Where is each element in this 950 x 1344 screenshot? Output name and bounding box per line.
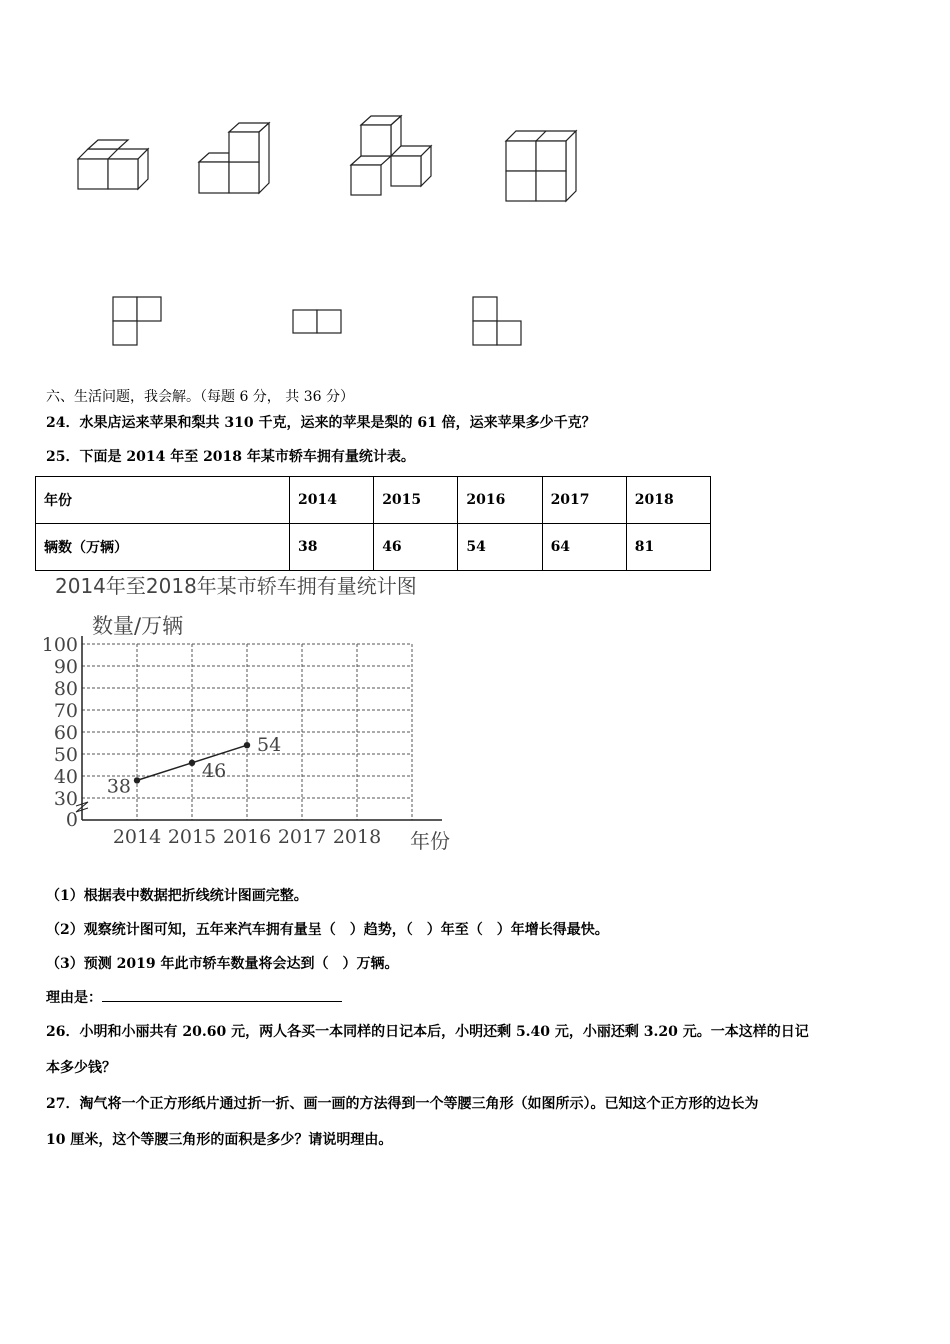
cube-figure-2 xyxy=(199,123,269,193)
question-25-intro: 25．下面是 2014 年至 2018 年某市轿车拥有量统计表。 xyxy=(46,449,415,465)
cube-figure-3 xyxy=(351,116,431,195)
x-tick-label: 2017 xyxy=(277,826,327,848)
table-value: 54 xyxy=(458,524,542,571)
y-tick-label: 60 xyxy=(53,722,78,744)
table-value: 81 xyxy=(626,524,710,571)
x-tick-label: 2016 xyxy=(222,826,272,848)
view-shape-1 xyxy=(113,297,161,345)
data-label: 54 xyxy=(257,734,282,757)
question-25-sub1: （1）根据表中数据把折线统计图画完整。 xyxy=(46,888,308,904)
question-26-line2: 本多少钱？ xyxy=(46,1060,116,1076)
table-value: 46 xyxy=(374,524,458,571)
reason-line xyxy=(46,987,342,1007)
y-tick-label: 80 xyxy=(53,678,78,700)
y-tick-label: 100 xyxy=(41,634,78,656)
data-label: 38 xyxy=(106,775,131,798)
data-point xyxy=(134,777,140,783)
table-value: 38 xyxy=(290,524,374,571)
car-ownership-table xyxy=(35,476,711,571)
question-27-line1: 27．淘气将一个正方形纸片通过折一折、画一画的方法得到一个等腰三角形（如图所示）。已知这个正方形的边长为 xyxy=(46,1096,759,1112)
view-shape-3 xyxy=(473,297,521,345)
x-tick-label: 2015 xyxy=(167,826,217,848)
question-26-line1: 26．小明和小丽共有 20.60 元，两人各买一本同样的日记本后，小明还剩 5.40 元，小丽还剩 3.20 元。一本这样的日记 xyxy=(46,1024,809,1040)
question-27-line2: 10 厘米，这个等腰三角形的面积是多少？请说明理由。 xyxy=(46,1132,393,1148)
table-year: 2014 xyxy=(290,477,374,524)
table-header-label: 年份 xyxy=(36,477,290,524)
reason-label: 理由是： xyxy=(46,990,102,1006)
section-6-heading: 六、生活问题，我会解。（每题 6 分， 共 36 分） xyxy=(46,389,354,405)
table-row-label: 辆数（万辆） xyxy=(36,524,290,571)
x-axis-label: 年份 xyxy=(410,829,450,853)
cube-figure-1 xyxy=(78,140,148,189)
table-year: 2017 xyxy=(542,477,626,524)
y-tick-label: 30 xyxy=(53,788,78,810)
line-chart xyxy=(0,600,480,865)
x-tick-label: 2014 xyxy=(112,826,162,848)
table-row-years xyxy=(36,477,711,524)
table-year: 2015 xyxy=(374,477,458,524)
answer-blank[interactable] xyxy=(102,987,342,1002)
cube-figure-4 xyxy=(506,131,576,201)
y-tick-label: 90 xyxy=(53,656,78,678)
question-25-sub3: （3）预测 2019 年此市轿车数量将会达到（ ）万辆。 xyxy=(46,956,399,972)
y-tick-label: 70 xyxy=(53,700,78,722)
question-25-sub2: （2）观察统计图可知，五年来汽车拥有量呈（ ）趋势，（ ）年至（ ）年增长得最快。 xyxy=(46,922,609,938)
table-value: 64 xyxy=(542,524,626,571)
view-shape-2 xyxy=(293,310,341,333)
y-axis-label: 数量/万辆 xyxy=(92,614,184,638)
data-point xyxy=(189,760,195,766)
data-point xyxy=(244,742,250,748)
x-tick-label: 2018 xyxy=(332,826,382,848)
table-year: 2018 xyxy=(626,477,710,524)
question-24: 24．水果店运来苹果和梨共 310 千克，运来的苹果是梨的 61 倍，运来苹果多少千克？ xyxy=(46,415,596,431)
data-label: 46 xyxy=(202,759,227,782)
y-tick-label: 50 xyxy=(53,744,78,766)
y-tick-label: 0 xyxy=(65,809,78,831)
chart-title: 2014年至2018年某市轿车拥有量统计图 xyxy=(55,574,417,598)
table-year: 2016 xyxy=(458,477,542,524)
table-row-values xyxy=(36,524,711,571)
cube-figures xyxy=(0,100,950,360)
y-tick-label: 40 xyxy=(53,766,78,788)
